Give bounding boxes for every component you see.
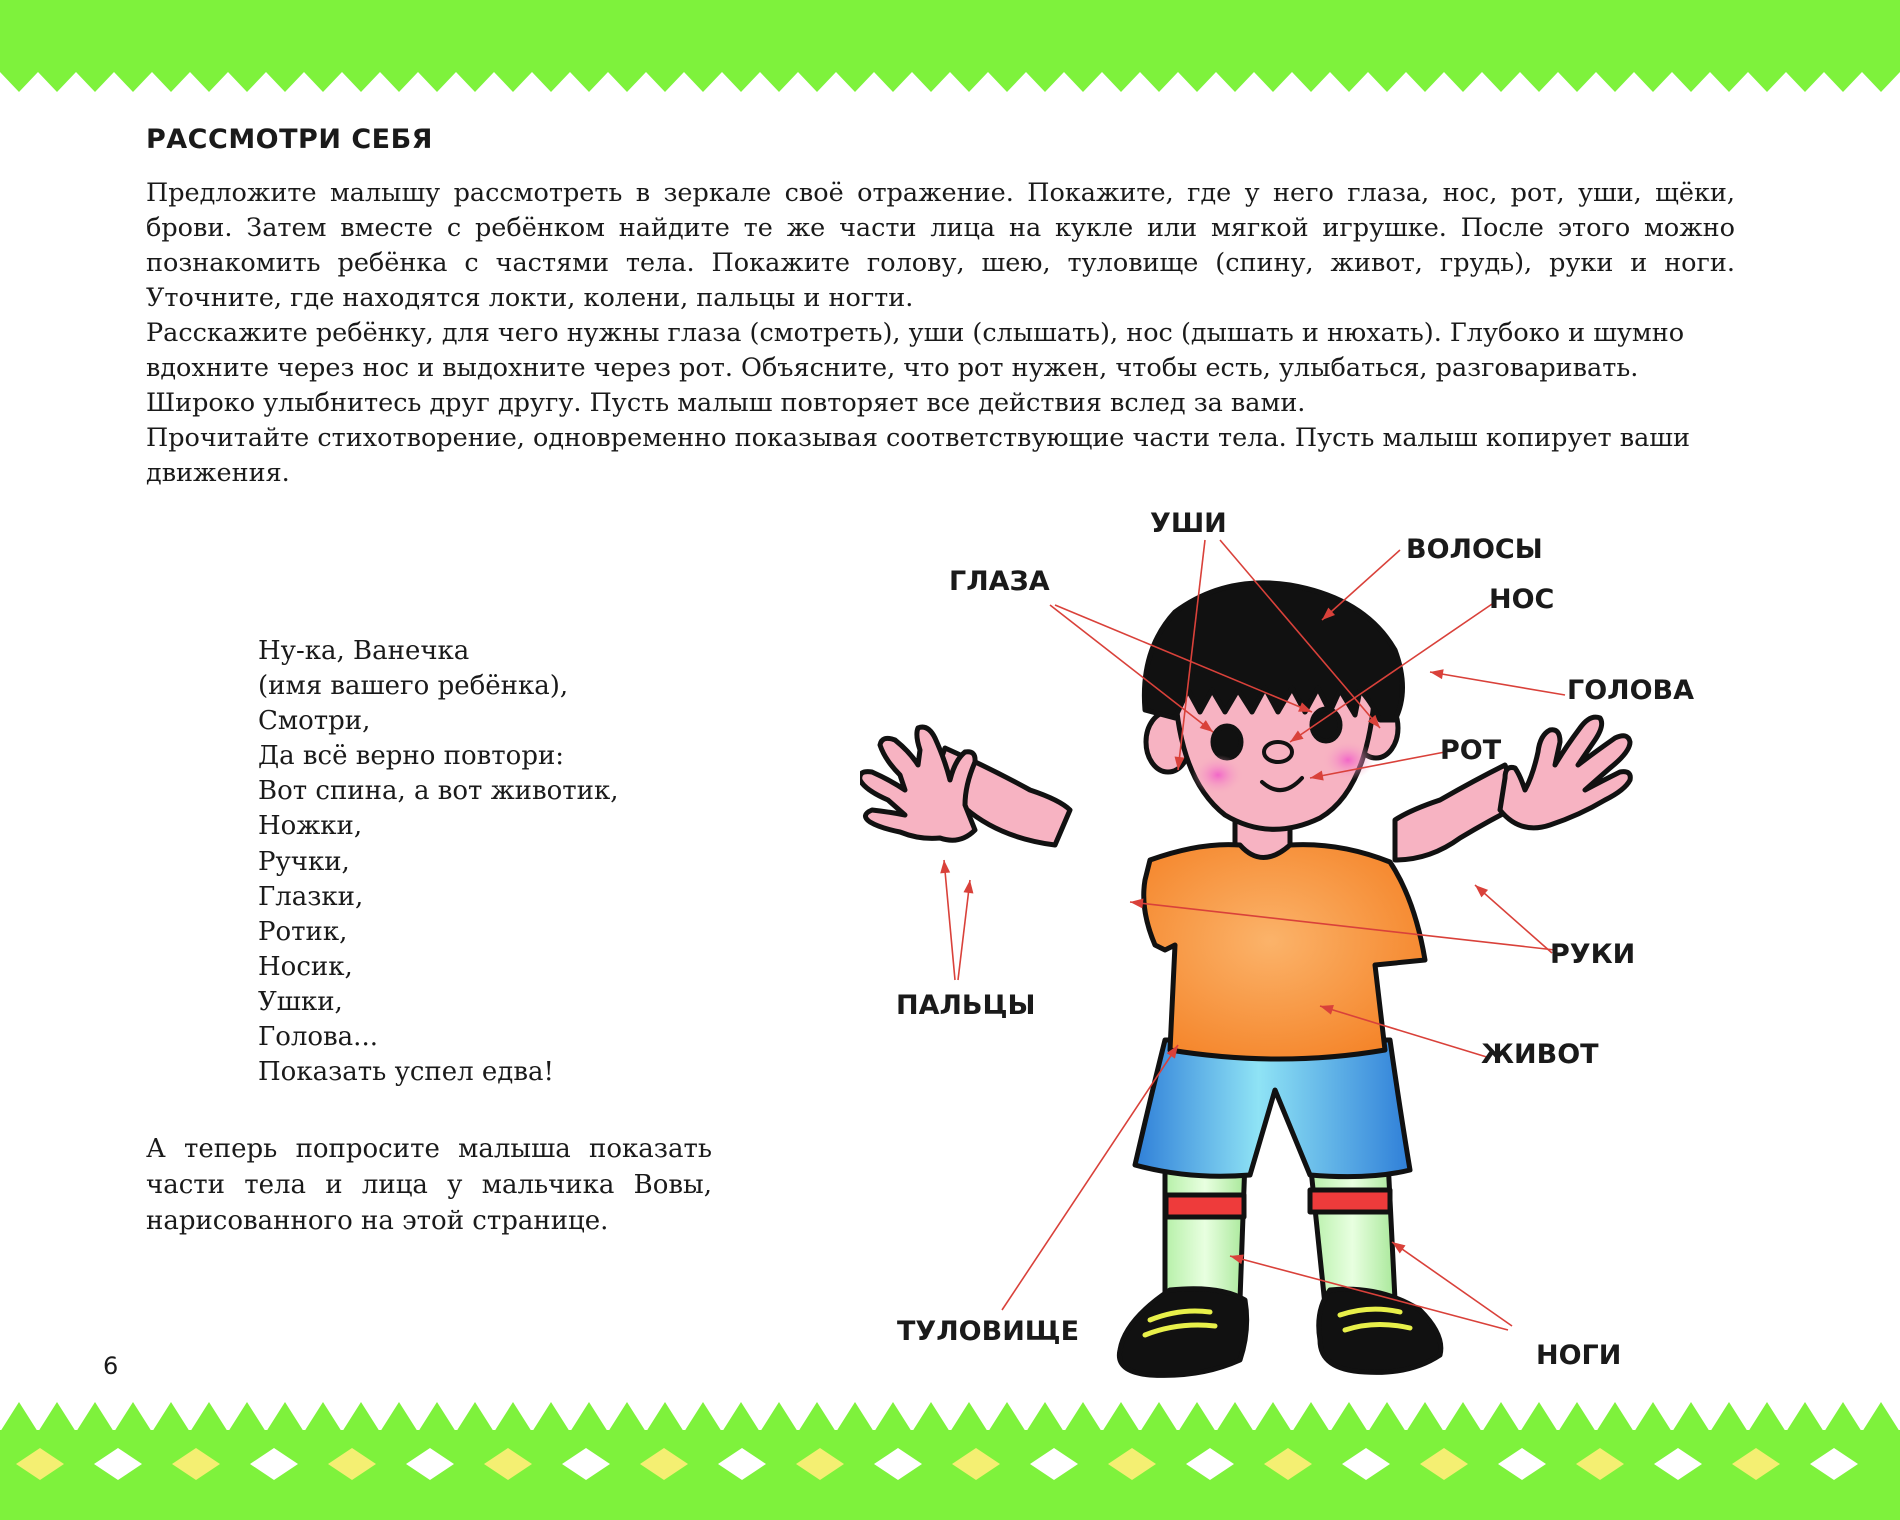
poem-line: Ротик,: [258, 916, 348, 947]
pointer-arrowhead: [940, 860, 950, 873]
label-hair: ВОЛОСЫ: [1406, 534, 1543, 565]
poem-line: Ну-ка, Ванечка: [258, 636, 470, 666]
poem-line: Ножки,: [258, 811, 363, 842]
poem-line: Глазки,: [258, 881, 364, 912]
intro-paragraph: Прочитайте стихотворение, одновременно показывая соответствующие части тела. Пусть малыш копирует ваши движения.: [146, 423, 1691, 488]
page-number: 6: [103, 1352, 119, 1380]
left-shoe: [1119, 1289, 1246, 1376]
poem-line: Да всё верно повтори:: [258, 741, 565, 772]
pointer-arrowhead: [1130, 898, 1143, 908]
bottom-border-decoration: [0, 1390, 1900, 1520]
label-hands: РУКИ: [1550, 939, 1636, 970]
pointer-arrowhead: [963, 880, 973, 894]
poem-line: Ручки,: [258, 846, 350, 877]
left-sock-band: [1166, 1195, 1244, 1217]
label-head: ГОЛОВА: [1567, 675, 1695, 706]
left-leg: [1165, 1160, 1245, 1305]
poem: [258, 634, 618, 1090]
left-cheek: [1192, 755, 1244, 795]
right-shoe: [1319, 1289, 1441, 1372]
poem-line: Смотри,: [258, 706, 371, 737]
poem-line: Вот спина, а вот животик,: [258, 776, 619, 807]
closing-text: А теперь попросите малыша показать части тела и лица у мальчика Вовы, нарисованного на этой странице.: [146, 1134, 712, 1236]
left-eye: [1213, 726, 1241, 758]
label-fingers: ПАЛЬЦЫ: [896, 990, 1036, 1021]
label-legs: НОГИ: [1536, 1340, 1622, 1371]
poem-line: Показать успел едва!: [258, 1057, 554, 1088]
poem-line: (имя вашего ребёнка),: [258, 671, 569, 702]
shirt: [1144, 845, 1425, 1059]
left-hand: [860, 727, 975, 840]
poem-line: Носик,: [258, 951, 353, 982]
intro-text: [146, 176, 1735, 491]
right-leg: [1310, 1160, 1395, 1305]
label-mouth: РОТ: [1440, 735, 1502, 766]
right-sock-band: [1310, 1190, 1390, 1212]
label-ears: УШИ: [1150, 508, 1227, 539]
poem-line: Голова...: [258, 1022, 378, 1053]
top-border-decoration: [0, 0, 1900, 100]
label-eyes: ГЛАЗА: [949, 566, 1050, 597]
nose: [1264, 742, 1292, 762]
label-nose: НОС: [1489, 584, 1555, 615]
intro-paragraph: Расскажите ребёнку, для чего нужны глаза (смотреть), уши (слышать), нос (дышать и нюхать). Глубоко и шумно вдохните через нос и выдохните через рот. Объясните, что рот нужен, чтобы есть, улыбаться, разговаривать. Широко улыбнитесь друг другу. Пусть малыш повторяет все действия вслед за вами.: [146, 318, 1685, 418]
right-hand: [1500, 717, 1630, 828]
page-title: РАССМОТРИ СЕБЯ: [146, 124, 433, 155]
poem-line: Ушки,: [258, 986, 343, 1017]
intro-paragraph: Предложите малышу рассмотреть в зеркале своё отражение. Покажите, где у него глаза, нос, рот, уши, щёки, брови. Затем вместе с ребёнком найдите те же части лица на кукле или мягкой игрушке. После этого можно познакомить ребёнка с частями тела. Покажите голову, шею, туловище (спину, живот, грудь), руки и ноги. Уточните, где находятся локти, колени, пальцы и ногти.: [146, 178, 1735, 313]
label-torso: ТУЛОВИЩЕ: [897, 1316, 1080, 1347]
label-belly: ЖИВОТ: [1481, 1039, 1599, 1070]
pointer-arrowhead: [1430, 669, 1444, 679]
